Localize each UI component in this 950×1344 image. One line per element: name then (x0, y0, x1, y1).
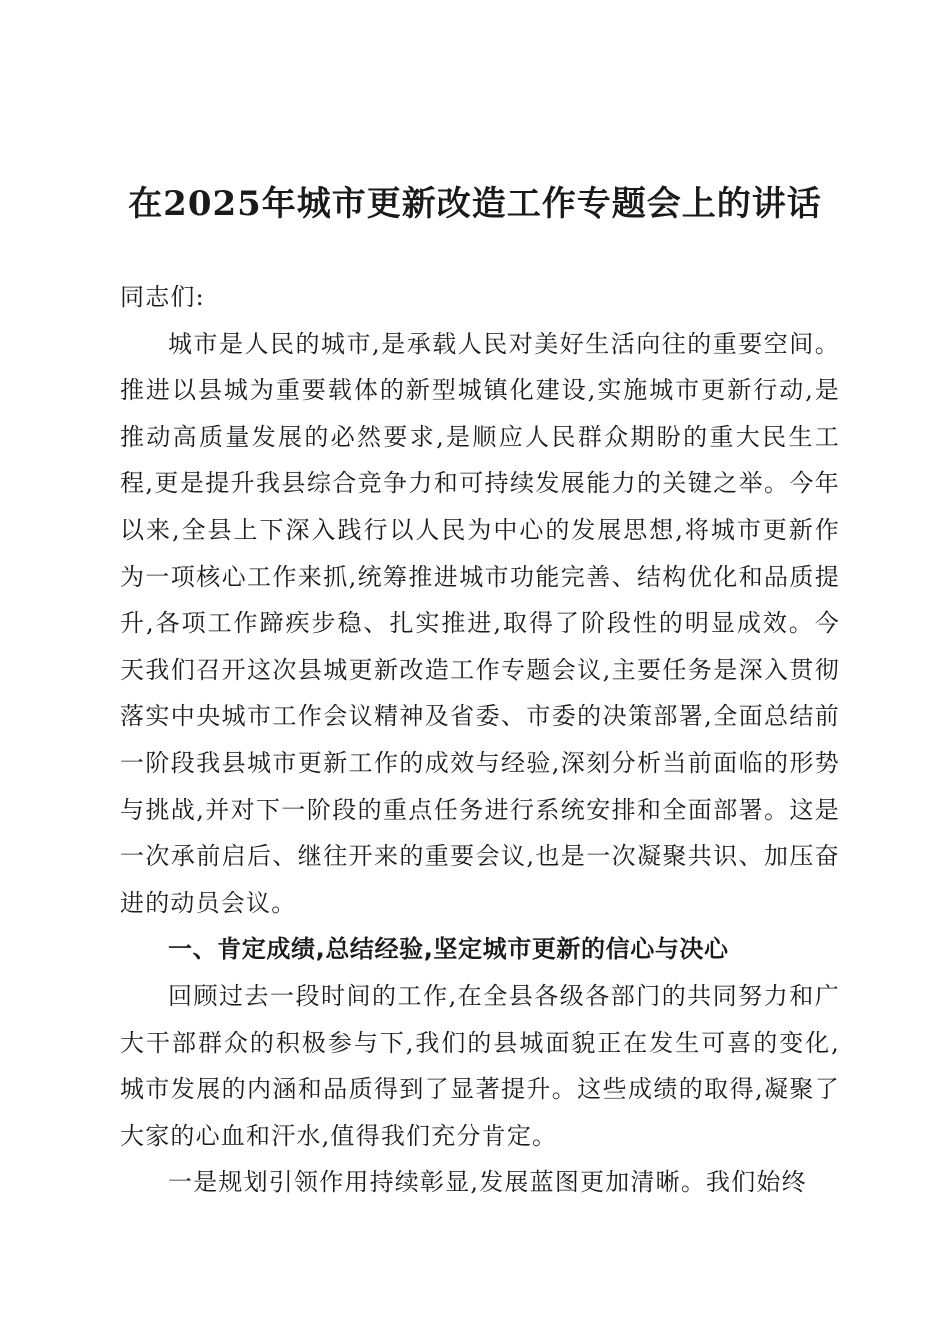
document-title: 在2025年城市更新改造工作专题会上的讲话 (128, 184, 822, 224)
document-body (120, 274, 840, 1206)
salutation: 同志们: (120, 283, 205, 311)
section-heading: 一、肯定成绩,总结经验,坚定城市更新的信心与决心 (168, 935, 729, 964)
intro-paragraph: 城市是人民的城市,是承载人民对美好生活向往的重要空间。推进以县城为重要载体的新型城镇化建设,实施城市更新行动,是推动高质量发展的必然要求,是顺应人民群众期盼的重大民生工程,更是提升我县综合竞争力和可持续发展能力的关键之举。今年以来,全县上下深入践行以人民为中心的发展思想,将城市更新作为一项核心工作来抓,统筹推进城市功能完善、结构优化和品质提升,各项工作蹄疾步稳、扎实推进,取得了阶段性的明显成效。今天我们召开这次县城更新改造工作专题会议,主要任务是深入贯彻落实中央城市工作会议精神及省委、市委的决策部署,全面总结前一阶段我县城市更新工作的成效与经验,深刻分析当前面临的形势与挑战,并对下一阶段的重点任务进行系统安排和全面部署。这是一次承前启后、继往开来的重要会议,也是一次凝聚共识、加压奋进的动员会议。 (120, 329, 840, 917)
section-paragraph: 回顾过去一段时间的工作,在全县各级各部门的共同努力和广大干部群众的积极参与下,我们的县城面貌正在发生可喜的变化,城市发展的内涵和品质得到了显著提升。这些成绩的取得,凝聚了大家的心血和汗水,值得我们充分肯定。 (120, 981, 840, 1150)
section-paragraph-partial: 一是规划引领作用持续彰显,发展蓝图更加清晰。我们始终 (168, 1168, 807, 1197)
